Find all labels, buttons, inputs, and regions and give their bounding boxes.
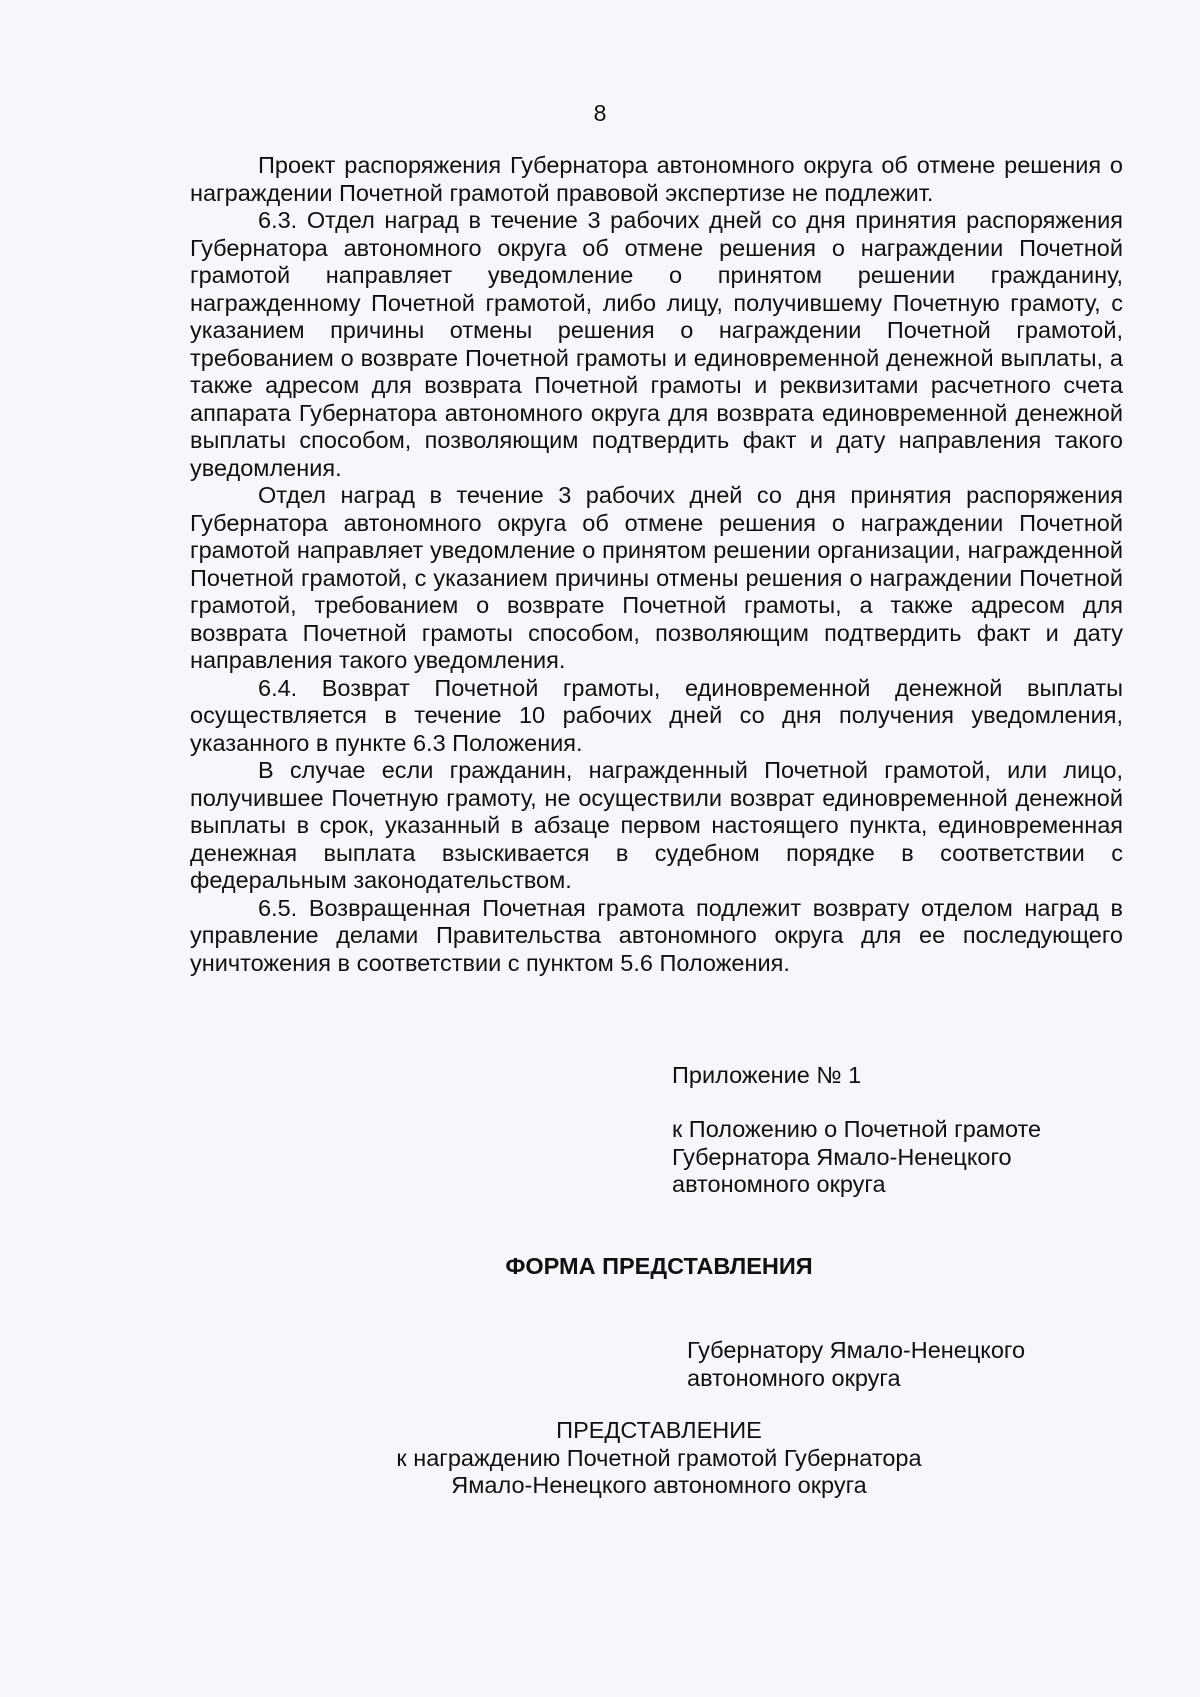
paragraph: 6.3. Отдел наград в течение 3 рабочих дней со дня принятия распоряжения Губернатора автономного округа об отмене решения о награждении Почетной грамотой направляет уведомление о принятом решении гражданину, награжденному Почетной грамотой, либо лицу, получившему Почетную грамоту, с указанием причины отмены решения о награждении Почетной грамотой, требованием о возврате Почетной грамоты и единовременной денежной выплаты, а также адресом для возврата Почетной грамоты и реквизитами расчетного счета аппарата Губернатора автономного округа для возврата единовременной денежной выплаты способом, позволяющим подтвердить факт и дату направления такого уведомления. xyxy=(190,207,1123,481)
paragraph: 6.5. Возвращенная Почетная грамота подлежит возврату отделом наград в управление делами Правительства автономного округа для ее последующего уничтожения в соответствии с пунктом 5.6 Положения. xyxy=(190,894,1123,976)
submission-heading xyxy=(0,1417,1200,1500)
addressee-line: Губернатору Ямало-Ненецкого xyxy=(687,1337,1026,1363)
appendix-ref-line: к Положению о Почетной грамоте xyxy=(672,1116,1042,1142)
addressee-line: автономного округа xyxy=(687,1364,901,1391)
appendix-number: Приложение № 1 xyxy=(672,1062,862,1088)
addressee xyxy=(687,1337,1127,1392)
paragraph: 6.4. Возврат Почетной грамоты, единовременной денежной выплаты осуществляется в течение 10 рабочих дней со дня получения уведомления, указанного в пункте 6.3 Положения. xyxy=(190,674,1123,756)
appendix-ref-line: автономного округа xyxy=(672,1171,886,1197)
appendix-ref-line: Губернатора Ямало-Ненецкого xyxy=(672,1143,1012,1170)
paragraph: Проект распоряжения Губернатора автономного округа об отмене решения о награждении Почетной грамотой правовой экспертизе не подлежит. xyxy=(190,152,1123,206)
paragraph: Отдел наград в течение 3 рабочих дней со дня принятия распоряжения Губернатора автономного округа об отмене решения о награждении Почетной грамотой направляет уведомление о принятом решении организации, награжденной Почетной грамотой, с указанием причины отмены решения о награждении Почетной грамотой, требованием о возврате Почетной грамоты, а также адресом для возврата Почетной грамоты способом, позволяющим подтвердить факт и дату направления такого уведомления. xyxy=(190,482,1123,673)
page-number: 8 xyxy=(593,100,607,126)
form-title: ФОРМА ПРЕДСТАВЛЕНИЯ xyxy=(505,1253,813,1279)
submission-line: ПРЕДСТАВЛЕНИЕ xyxy=(556,1417,762,1443)
appendix-reference xyxy=(672,1116,1132,1199)
paragraph: В случае если гражданин, награжденный Почетной грамотой, или лицо, получившее Почетную грамоту, не осуществили возврат единовременной денежной выплаты в срок, указанный в абзаце первом настоящего пункта, единовременная денежная выплата взыскивается в судебном порядке в соответствии с федеральным законодательством. xyxy=(190,757,1123,893)
submission-line: к награждению Почетной грамотой Губернатора xyxy=(396,1444,922,1471)
submission-line: Ямало-Ненецкого автономного округа xyxy=(451,1472,867,1498)
body-text xyxy=(190,152,1123,977)
